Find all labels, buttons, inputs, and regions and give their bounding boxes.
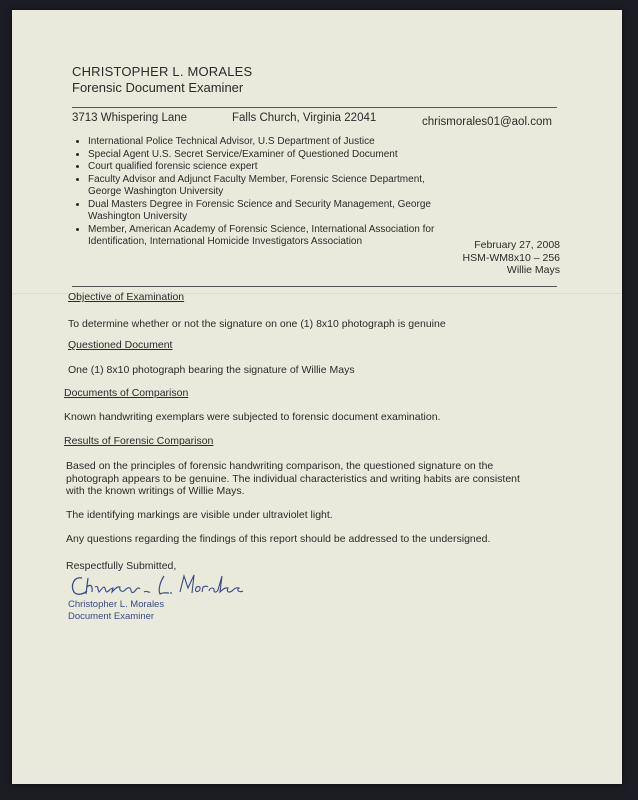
- objective-heading: Objective of Examination: [68, 291, 185, 303]
- report-subject: Willie Mays: [506, 264, 560, 276]
- street-address: 3713 Whispering Lane: [72, 112, 188, 124]
- header-rule: [72, 107, 557, 108]
- examiner-title: Forensic Document Examiner: [72, 80, 244, 95]
- handwritten-signature: [68, 570, 248, 600]
- city-state-zip: Falls Church, Virginia 22041: [232, 112, 377, 124]
- credentials-list: [70, 136, 438, 249]
- signer-title: Document Examiner: [68, 610, 155, 622]
- credential-item: • Member, American Academy of Forensic Science, International Association for Identification, International Homicide Investigators Association: [88, 224, 438, 249]
- closing-salutation: Respectfully Submitted,: [66, 560, 177, 572]
- uv-text: The identifying markings are visible under ultraviolet light.: [66, 509, 333, 521]
- signer-block: [68, 599, 164, 622]
- email-address: chrismorales01@aol.com: [422, 116, 552, 128]
- examiner-name: CHRISTOPHER L. MORALES: [72, 64, 253, 79]
- credential-item: • Special Agent U.S. Secret Service/Examiner of Questioned Document: [88, 149, 438, 162]
- credential-item: • Faculty Advisor and Adjunct Faculty Member, Forensic Science Department, George Washington University: [88, 174, 438, 199]
- objective-text: To determine whether or not the signature on one (1) 8x10 photograph is genuine: [68, 318, 446, 330]
- signer-name: Christopher L. Morales: [68, 599, 165, 610]
- questioned-heading: Questioned Document: [68, 339, 173, 351]
- questioned-text: One (1) 8x10 photograph bearing the signature of Willie Mays: [68, 364, 355, 376]
- document-paper: [12, 10, 622, 784]
- reference-block: [463, 239, 560, 277]
- comparison-text: Known handwriting exemplars were subjected to forensic document examination.: [64, 411, 441, 423]
- section-rule: [72, 286, 557, 287]
- results-text: Based on the principles of forensic handwriting comparison, the questioned signature on the photograph appears to be genuine. The individual characteristics and writing habits are consistent with the known writings of Willie Mays.: [66, 460, 520, 497]
- credential-item: • Dual Masters Degree in Forensic Science and Security Management, George Washington University: [88, 199, 438, 224]
- credential-item: • Court qualified forensic science expert: [88, 161, 438, 174]
- questions-text: Any questions regarding the findings of this report should be addressed to the undersigned.: [66, 533, 491, 545]
- report-date: February 27, 2008: [474, 239, 560, 251]
- comparison-heading: Documents of Comparison: [64, 387, 189, 399]
- credential-item: • International Police Technical Advisor, U.S Department of Justice: [88, 136, 438, 149]
- report-code: HSM-WM8x10 – 256: [462, 251, 560, 264]
- results-heading: Results of Forensic Comparison: [64, 435, 214, 447]
